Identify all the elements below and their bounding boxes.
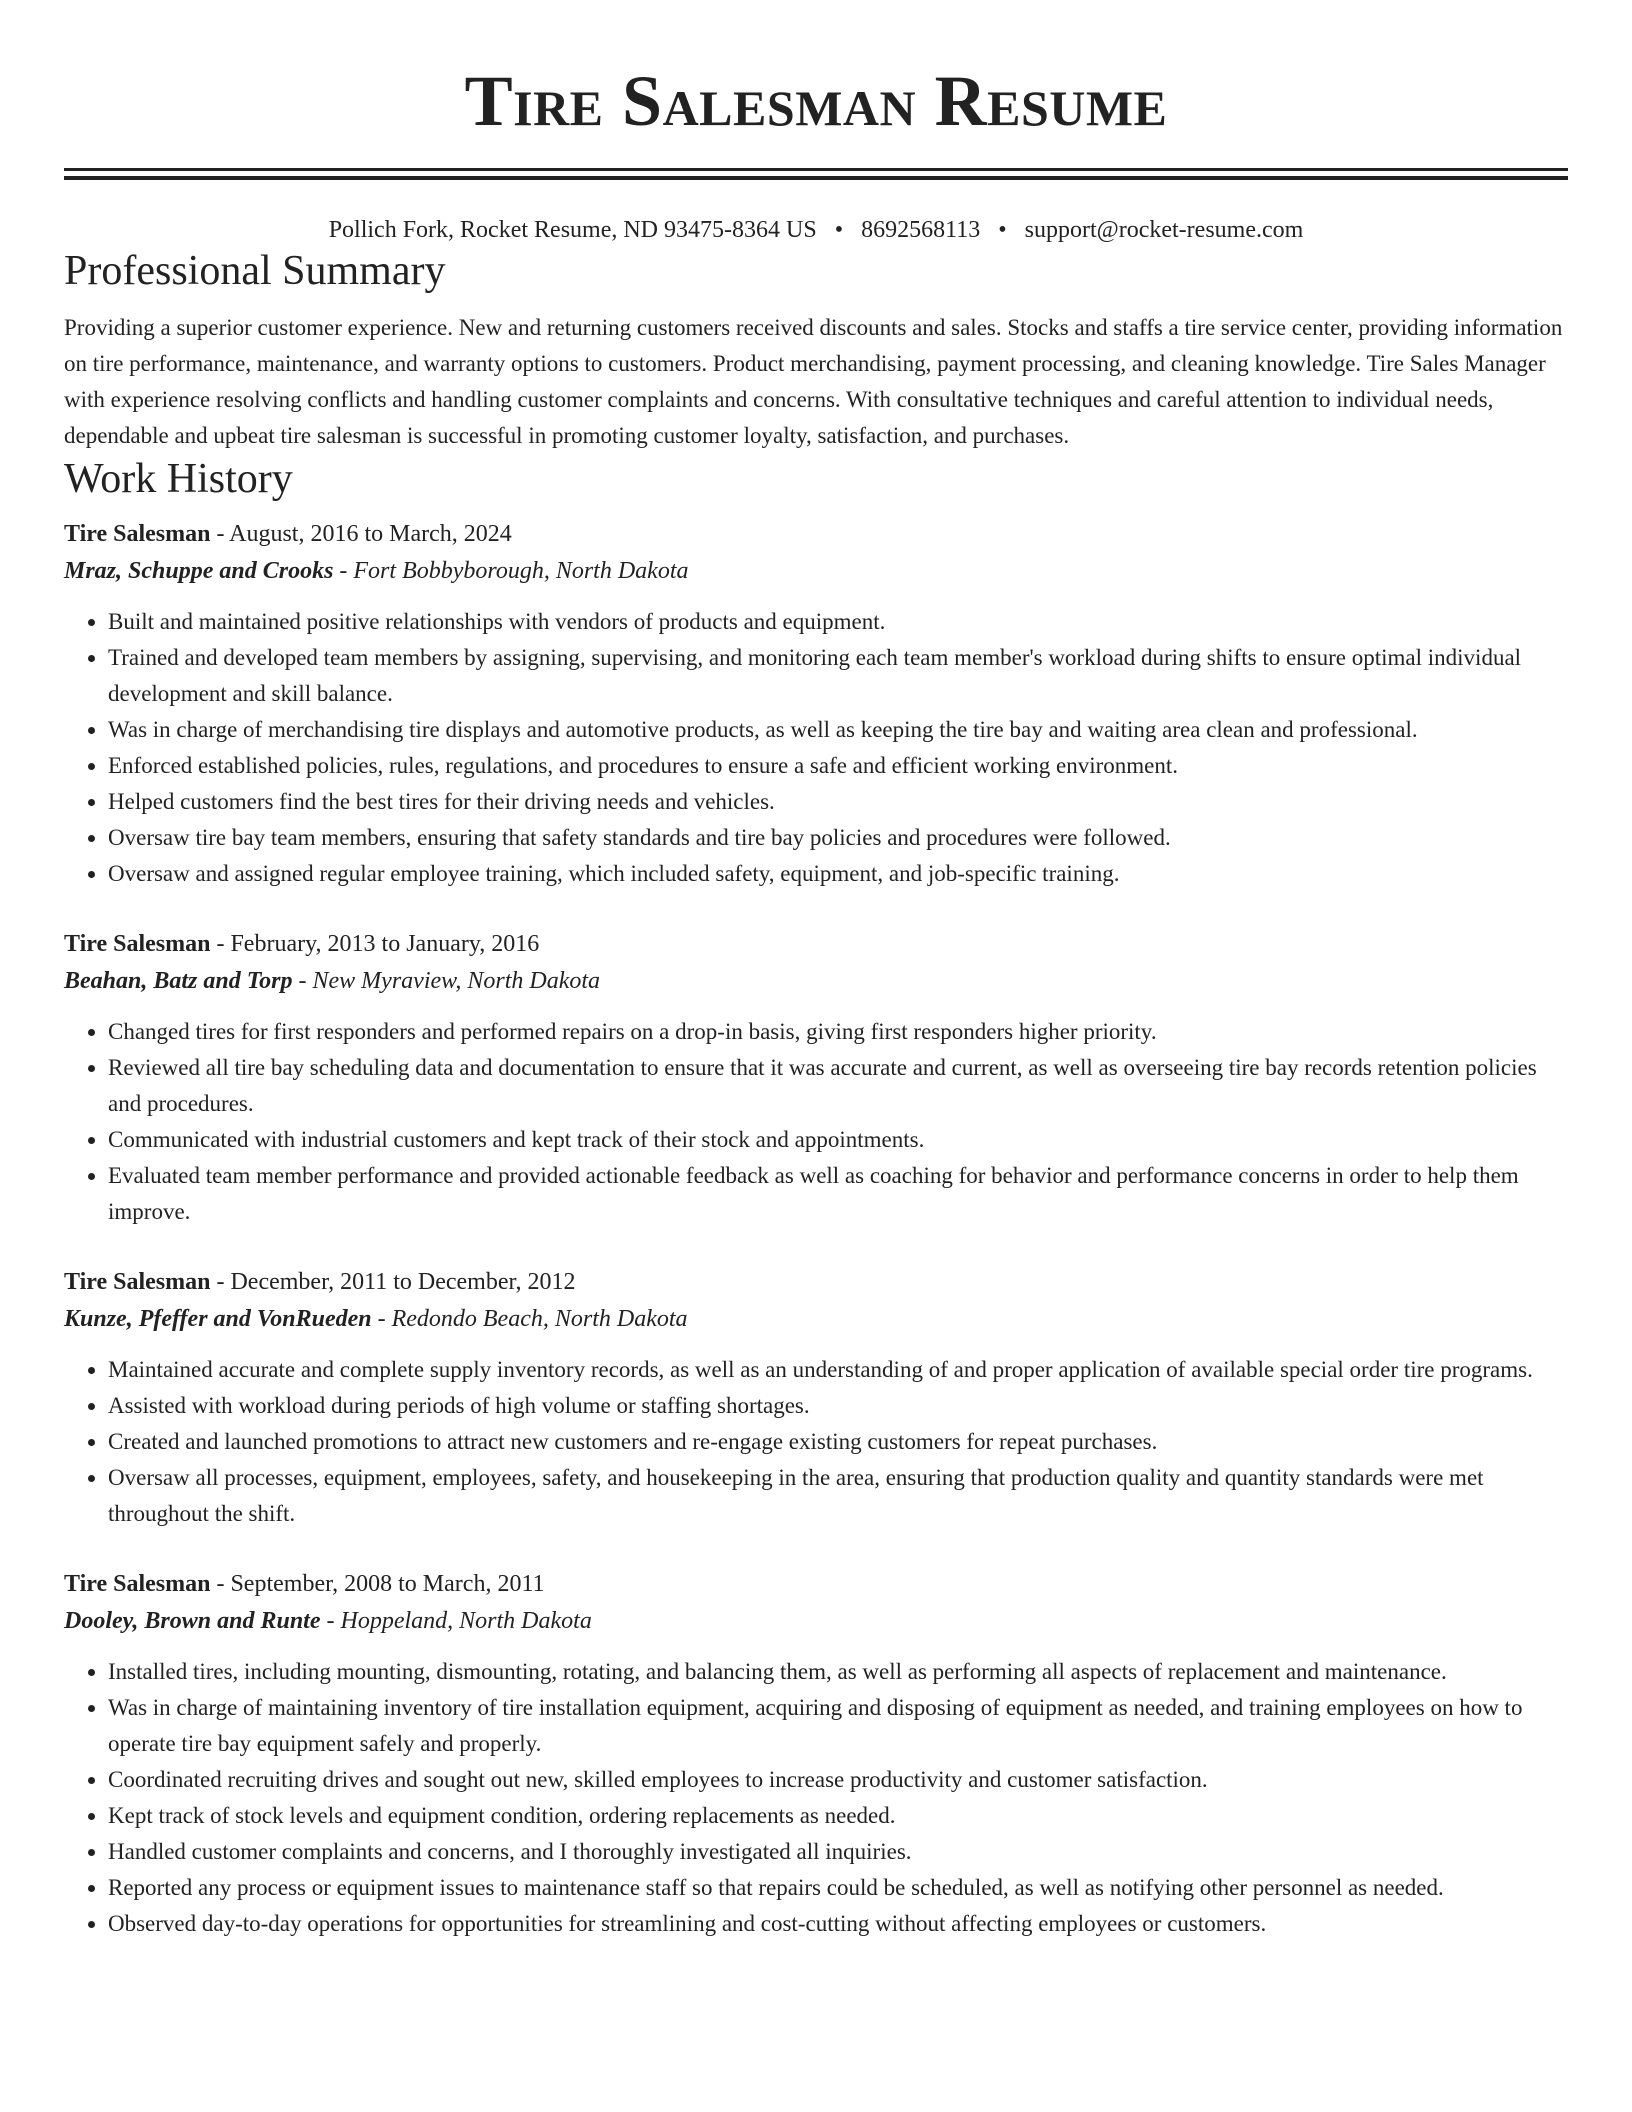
resume-title: Tire Salesman Resume	[464, 61, 1168, 141]
job-title: Tire Salesman	[64, 1571, 211, 1597]
job-title: Tire Salesman	[64, 521, 211, 547]
job-duty-item: • Helped customers find the best tires for their driving needs and vehicles.	[108, 784, 1568, 820]
contact-separator: •	[834, 217, 844, 243]
job-location: - New Myraview, North Dakota	[292, 968, 601, 994]
job-company-line	[64, 962, 1568, 1000]
job-duties-list	[64, 1654, 1568, 1942]
job-title: Tire Salesman	[64, 931, 211, 957]
job-location: - Redondo Beach, North Dakota	[371, 1306, 688, 1332]
job-duty-item: • Evaluated team member performance and provided actionable feedback as well as coaching for behavior and performance concerns in order to help them improve.	[108, 1158, 1568, 1230]
job-duty-item: • Oversaw and assigned regular employee training, which included safety, equipment, and job-specific training.	[108, 856, 1568, 892]
job-entry	[64, 926, 1568, 1230]
job-company: Mraz, Schuppe and Crooks	[64, 558, 334, 584]
job-entry	[64, 516, 1568, 892]
job-duty-item: • Trained and developed team members by assigning, supervising, and monitoring each team member's workload during shifts to ensure optimal individual development and skill balance.	[108, 640, 1568, 712]
title-divider	[64, 168, 1568, 180]
job-entry	[64, 1264, 1568, 1532]
contact-email: support@rocket-resume.com	[1024, 217, 1304, 243]
job-duty-item: • Reported any process or equipment issues to maintenance staff so that repairs could be scheduled, as well as notifying other personnel as needed.	[108, 1870, 1568, 1906]
job-location: - Fort Bobbyborough, North Dakota	[333, 558, 689, 584]
job-duty-item: • Maintained accurate and complete supply inventory records, as well as an understanding of and proper application of available special order tire programs.	[108, 1352, 1568, 1388]
job-duty-item: • Was in charge of maintaining inventory of tire installation equipment, acquiring and disposing of equipment as needed, and training employees on how to operate tire bay equipment safely and properly.	[108, 1690, 1568, 1762]
job-duty-item: • Changed tires for first responders and performed repairs on a drop-in basis, giving first responders higher priority.	[108, 1014, 1568, 1050]
job-title-line	[64, 1566, 1568, 1602]
job-company-line	[64, 552, 1568, 590]
job-duties-list	[64, 604, 1568, 892]
job-duties-list	[64, 1014, 1568, 1230]
summary-text: Providing a superior customer experience. New and returning customers received discounts and sales. Stocks and staffs a tire service center, providing information on tire performance, maintenance, and warranty options to customers. Product merchandising, payment processing, and cleaning knowledge. Tire Sales Manager with experience resolving conflicts and handling customer complaints and concerns. With consultative techniques and careful attention to individual needs, dependable and upbeat tire salesman is successful in promoting customer loyalty, satisfaction, and purchases.	[64, 315, 1563, 448]
job-entry	[64, 1566, 1568, 1942]
job-duty-item: • Kept track of stock levels and equipment condition, ordering replacements as needed.	[108, 1798, 1568, 1834]
job-duty-item: • Observed day-to-day operations for opportunities for streamlining and cost-cutting without affecting employees or customers.	[108, 1906, 1568, 1942]
job-duty-item: • Was in charge of merchandising tire displays and automotive products, as well as keeping the tire bay and waiting area clean and professional.	[108, 712, 1568, 748]
job-title-line	[64, 1264, 1568, 1300]
job-dates: - August, 2016 to March, 2024	[210, 521, 512, 547]
contact-address: Pollich Fork, Rocket Resume, ND 93475-8364 US	[328, 217, 817, 243]
job-company: Kunze, Pfeffer and VonRueden	[64, 1306, 372, 1332]
job-location: - Hoppeland, North Dakota	[320, 1608, 592, 1634]
job-duties-list	[64, 1352, 1568, 1532]
job-duty-item: • Handled customer complaints and concerns, and I thoroughly investigated all inquiries.	[108, 1834, 1568, 1870]
job-duty-item: • Built and maintained positive relationships with vendors of products and equipment.	[108, 604, 1568, 640]
work-history-heading: Work History	[64, 456, 293, 502]
job-company-line	[64, 1602, 1568, 1640]
job-company: Dooley, Brown and Runte	[64, 1608, 321, 1634]
contact-phone: 8692568113	[861, 217, 981, 243]
job-duty-item: • Assisted with workload during periods of high volume or staffing shortages.	[108, 1388, 1568, 1424]
job-company: Beahan, Batz and Torp	[64, 968, 293, 994]
job-title: Tire Salesman	[64, 1269, 211, 1295]
job-duty-item: • Enforced established policies, rules, regulations, and procedures to ensure a safe and efficient working environment.	[108, 748, 1568, 784]
job-dates: - September, 2008 to March, 2011	[210, 1571, 545, 1597]
job-title-line	[64, 516, 1568, 552]
job-duty-item: • Oversaw all processes, equipment, employees, safety, and housekeeping in the area, ensuring that production quality and quantity standards were met throughout the shift.	[108, 1460, 1568, 1532]
job-title-line	[64, 926, 1568, 962]
job-dates: - February, 2013 to January, 2016	[210, 931, 540, 957]
resume-page	[64, 0, 1568, 1942]
job-dates: - December, 2011 to December, 2012	[210, 1269, 576, 1295]
job-duty-item: • Coordinated recruiting drives and sought out new, skilled employees to increase productivity and customer satisfaction.	[108, 1762, 1568, 1798]
job-company-line	[64, 1300, 1568, 1338]
work-history-list	[64, 516, 1568, 1942]
job-duty-item: • Installed tires, including mounting, dismounting, rotating, and balancing them, as well as performing all aspects of replacement and maintenance.	[108, 1654, 1568, 1690]
job-duty-item: • Oversaw tire bay team members, ensuring that safety standards and tire bay policies and procedures were followed.	[108, 820, 1568, 856]
contact-separator: •	[998, 217, 1007, 243]
contact-line	[64, 214, 1568, 246]
job-duty-item: • Created and launched promotions to attract new customers and re-engage existing customers for repeat purchases.	[108, 1424, 1568, 1460]
job-duty-item: • Reviewed all tire bay scheduling data and documentation to ensure that it was accurate and current, as well as overseeing tire bay records retention policies and procedures.	[108, 1050, 1568, 1122]
summary-heading: Professional Summary	[64, 248, 446, 294]
job-duty-item: • Communicated with industrial customers and kept track of their stock and appointments.	[108, 1122, 1568, 1158]
